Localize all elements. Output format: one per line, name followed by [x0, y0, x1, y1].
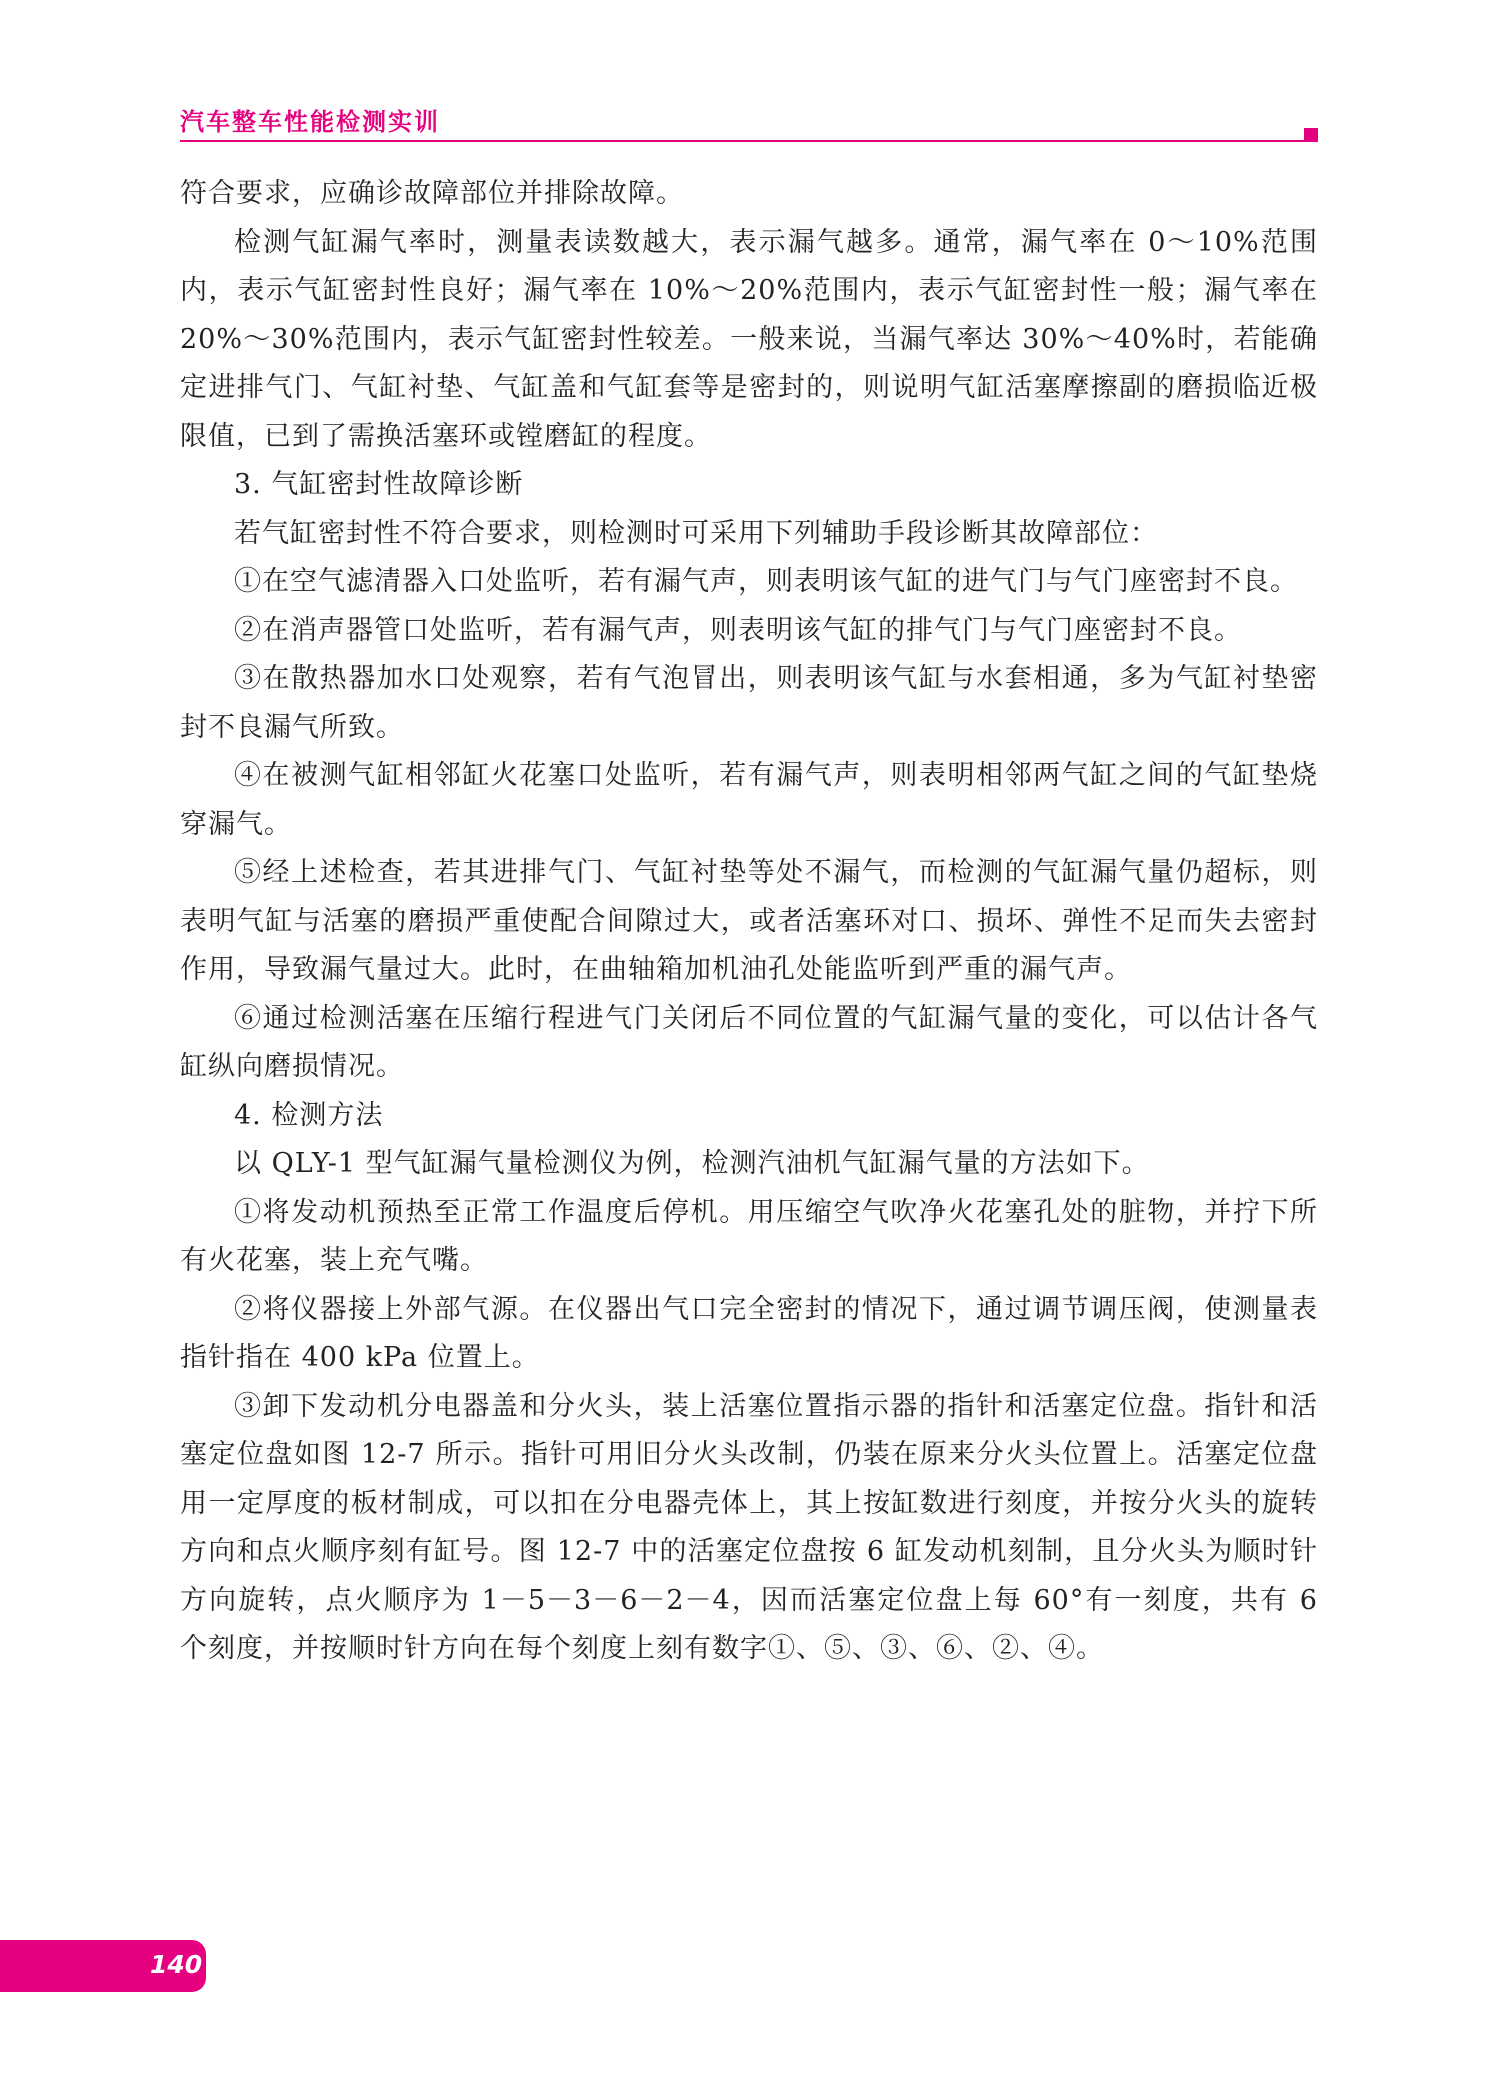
- body-text: [180, 170, 1318, 1674]
- step-item-3: ③卸下发动机分电器盖和分火头，装上活塞位置指示器的指针和活塞定位盘。指针和活塞定位盘如图 12-7 所示。指针可用旧分火头改制，仍装在原来分火头位置上。活塞定位盘用一定厚度的板材制成，可以扣在分电器壳体上，其上按缸数进行刻度，并按分火头的旋转方向和点火顺序刻有缸号。图 12-7 中的活塞定位盘按 6 缸发动机刻制，且分火头为顺时针方向旋转，点火顺序为 1－5－3－6－2－4，因而活塞定位盘上每 60°有一刻度，共有 6 个刻度，并按顺时针方向在每个刻度上刻有数字①、⑤、③、⑥、②、④。: [180, 1390, 1318, 1664]
- paragraph: 若气缸密封性不符合要求，则检测时可采用下列辅助手段诊断其故障部位：: [234, 517, 1158, 549]
- section-heading-4: 4. 检测方法: [234, 1099, 384, 1131]
- list-item-3: ③在散热器加水口处观察，若有气泡冒出，则表明该气缸与水套相通，多为气缸衬垫密封不良漏气所致。: [180, 663, 1318, 743]
- paragraph: 以 QLY-1 型气缸漏气量检测仪为例，检测汽油机气缸漏气量的方法如下。: [234, 1148, 1150, 1179]
- step-item-1: ①将发动机预热至正常工作温度后停机。用压缩空气吹净火花塞孔处的脏物，并拧下所有火花塞，装上充气嘴。: [180, 1196, 1318, 1276]
- running-header-title: 汽车整车性能检测实训: [180, 108, 440, 136]
- list-item-2: ②在消声器管口处监听，若有漏气声，则表明该气缸的排气门与气门座密封不良。: [234, 614, 1242, 646]
- list-item-1: ①在空气滤清器入口处监听，若有漏气声，则表明该气缸的进气门与气门座密封不良。: [234, 566, 1298, 597]
- step-item-2: ②将仪器接上外部气源。在仪器出气口完全密封的情况下，通过调节调压阀，使测量表指针指在 400 kPa 位置上。: [180, 1293, 1318, 1373]
- header-square-marker: [1304, 128, 1318, 142]
- page-number: 140: [150, 1950, 203, 1979]
- paragraph: 检测气缸漏气率时，测量表读数越大，表示漏气越多。通常，漏气率在 0～10%范围内，表示气缸密封性良好；漏气率在 10%～20%范围内，表示气缸密封性一般；漏气率在 20%～30%范围内，表示气缸密封性较差。一般来说，当漏气率达 30%～40%时，若能确定进排气门、气缸衬垫、气缸盖和气缸套等是密封的，则说明气缸活塞摩擦副的磨损临近极限值，已到了需换活塞环或镗磨缸的程度。: [180, 226, 1318, 452]
- section-heading-3: 3. 气缸密封性故障诊断: [234, 469, 524, 500]
- paragraph-continuation: 符合要求，应确诊故障部位并排除故障。: [180, 178, 684, 209]
- header-rule: [180, 140, 1310, 142]
- list-item-4: ④在被测气缸相邻缸火花塞口处监听，若有漏气声，则表明相邻两气缸之间的气缸垫烧穿漏气。: [180, 760, 1318, 840]
- list-item-5: ⑤经上述检查，若其进排气门、气缸衬垫等处不漏气，而检测的气缸漏气量仍超标，则表明气缸与活塞的磨损严重使配合间隙过大，或者活塞环对口、损坏、弹性不足而失去密封作用，导致漏气量过大。此时，在曲轴箱加机油孔处能监听到严重的漏气声。: [180, 857, 1318, 985]
- list-item-6: ⑥通过检测活塞在压缩行程进气门关闭后不同位置的气缸漏气量的变化，可以估计各气缸纵向磨损情况。: [180, 1002, 1318, 1082]
